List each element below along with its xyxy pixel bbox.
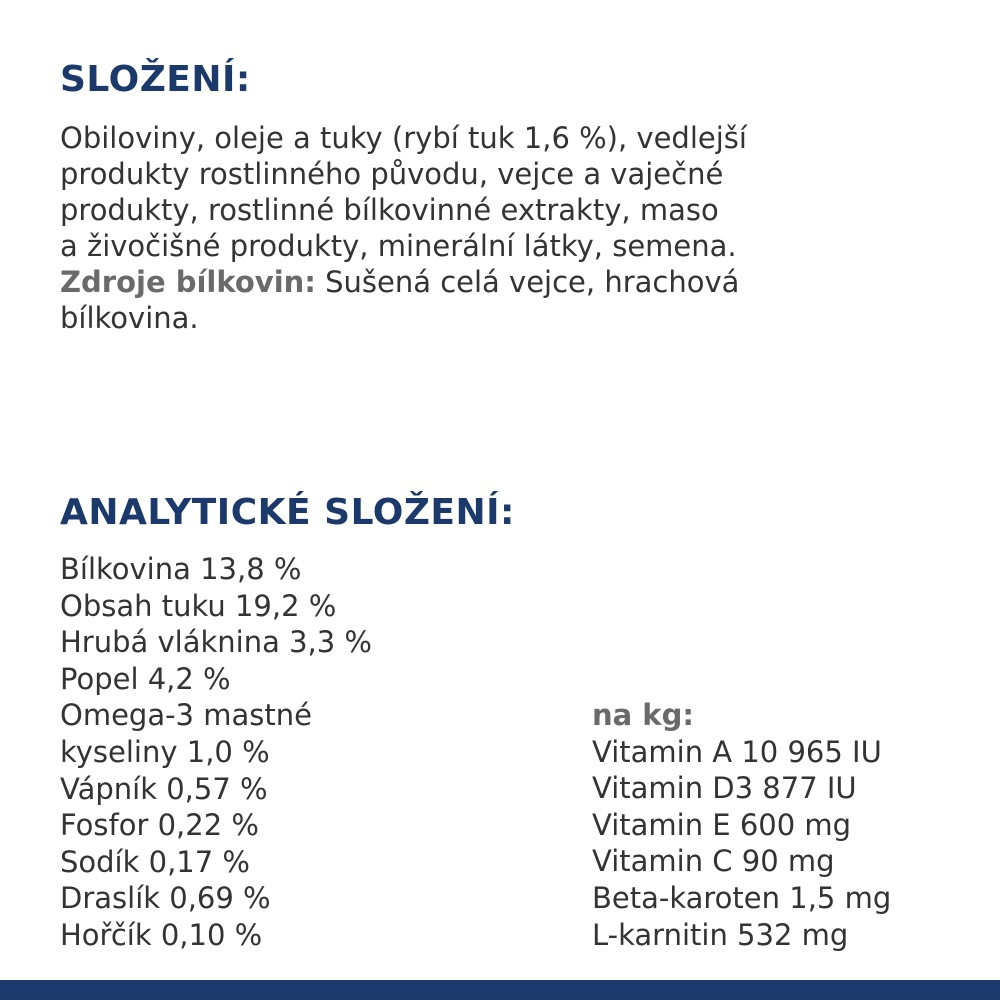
analytical-item: Vápník 0,57 %	[60, 771, 268, 806]
analytical-item: Fosfor 0,22 %	[60, 808, 259, 843]
analytical-item: Draslík 0,69 %	[60, 881, 271, 916]
analytical-item: kyseliny 1,0 %	[60, 734, 270, 769]
vitamin-item: L-karnitin 532 mg	[592, 917, 849, 952]
protein-sources-continuation: bílkovina.	[60, 301, 199, 335]
protein-sources-label: Zdroje bílkovin:	[60, 265, 316, 299]
analytical-heading: ANALYTICKÉ SLOŽENÍ:	[60, 492, 515, 533]
vitamin-list	[592, 697, 891, 953]
vitamin-item: Beta-karoten 1,5 mg	[592, 880, 892, 915]
vitamin-item: Vitamin E 600 mg	[592, 807, 852, 842]
analytical-item: Bílkovina 13,8 %	[60, 552, 302, 586]
footer-bar	[0, 980, 1000, 1000]
composition-line: produkty rostlinného původu, vejce a vaječné	[60, 157, 724, 191]
composition-line: produkty, rostlinné bílkovinné extrakty, maso	[60, 193, 719, 227]
composition-line: Obiloviny, oleje a tuky (rybí tuk 1,6 %), vedlejší	[60, 121, 747, 155]
per-kg-label: na kg:	[592, 698, 694, 732]
protein-sources-text: Sušená celá vejce, hrachová	[315, 265, 740, 299]
composition-heading: SLOŽENÍ:	[60, 59, 251, 100]
protein-sources-line	[60, 264, 960, 300]
analytical-item: Sodík 0,17 %	[60, 844, 250, 879]
vitamin-item: Vitamin A 10 965 IU	[592, 734, 882, 769]
composition-paragraph	[60, 120, 960, 336]
analytical-item: Hrubá vláknina 3,3 %	[60, 625, 372, 660]
analytical-item: Popel 4,2 %	[60, 661, 231, 696]
composition-line: a živočišné produkty, minerální látky, semena.	[60, 229, 737, 263]
analytical-item: Hořčík 0,10 %	[60, 917, 263, 952]
vitamin-item: Vitamin D3 877 IU	[592, 771, 857, 806]
analytical-item: Obsah tuku 19,2 %	[60, 588, 337, 623]
analytical-item: Omega-3 mastné	[60, 698, 312, 733]
analytical-list	[60, 551, 372, 954]
vitamin-item: Vitamin C 90 mg	[592, 844, 835, 879]
